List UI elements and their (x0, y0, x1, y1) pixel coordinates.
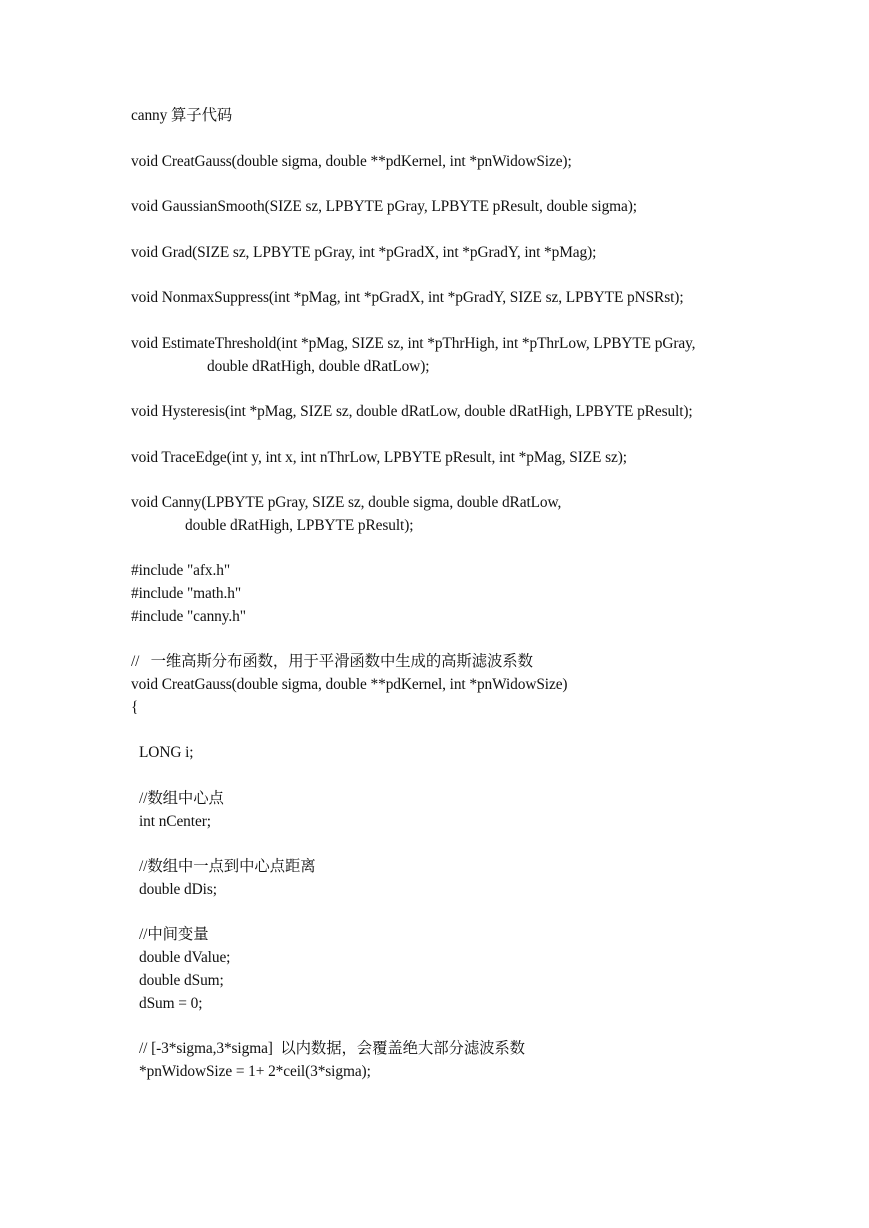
declaration-line: void GaussianSmooth(SIZE sz, LPBYTE pGray, LPBYTE pResult, double sigma); (131, 198, 637, 215)
declaration-line: void Canny(LPBYTE pGray, SIZE sz, double sigma, double dRatLow, (131, 494, 562, 511)
code-line: dSum = 0; (139, 995, 203, 1012)
declaration-line: void EstimateThreshold(int *pMag, SIZE sz, int *pThrHigh, int *pThrLow, LPBYTE pGray, (131, 335, 696, 352)
document-title: canny 算子代码 (131, 107, 233, 124)
include-line: #include "math.h" (131, 585, 242, 602)
code-comment: //数组中心点 (139, 790, 224, 807)
code-comment: // [-3*sigma,3*sigma] 以内数据，会覆盖绝大部分滤波系数 (139, 1040, 525, 1057)
code-line: double dValue; (139, 949, 231, 966)
code-comment: //数组中一点到中心点距离 (139, 858, 316, 875)
code-line: LONG i; (139, 744, 194, 761)
include-line: #include "canny.h" (131, 608, 246, 625)
code-comment: //中间变量 (139, 926, 209, 943)
declaration-line: void TraceEdge(int y, int x, int nThrLow, LPBYTE pResult, int *pMag, SIZE sz); (131, 449, 627, 466)
code-line: int nCenter; (139, 813, 211, 830)
code-line: double dDis; (139, 881, 217, 898)
declaration-line: void Grad(SIZE sz, LPBYTE pGray, int *pGradX, int *pGradY, int *pMag); (131, 244, 597, 261)
declaration-line: void NonmaxSuppress(int *pMag, int *pGradX, int *pGradY, SIZE sz, LPBYTE pNSRst); (131, 289, 684, 306)
declaration-line: void Hysteresis(int *pMag, SIZE sz, double dRatLow, double dRatHigh, LPBYTE pResult); (131, 403, 693, 420)
open-brace: { (131, 699, 139, 716)
function-signature: void CreatGauss(double sigma, double **pdKernel, int *pnWidowSize) (131, 676, 568, 693)
function-comment: // 一维高斯分布函数，用于平滑函数中生成的高斯滤波系数 (131, 653, 533, 670)
code-line: *pnWidowSize = 1+ 2*ceil(3*sigma); (139, 1063, 371, 1080)
code-line: double dSum; (139, 972, 224, 989)
include-line: #include "afx.h" (131, 562, 231, 579)
declaration-continuation: double dRatHigh, double dRatLow); (207, 358, 430, 375)
declaration-line: void CreatGauss(double sigma, double **pdKernel, int *pnWidowSize); (131, 153, 572, 170)
declaration-continuation: double dRatHigh, LPBYTE pResult); (185, 517, 414, 534)
